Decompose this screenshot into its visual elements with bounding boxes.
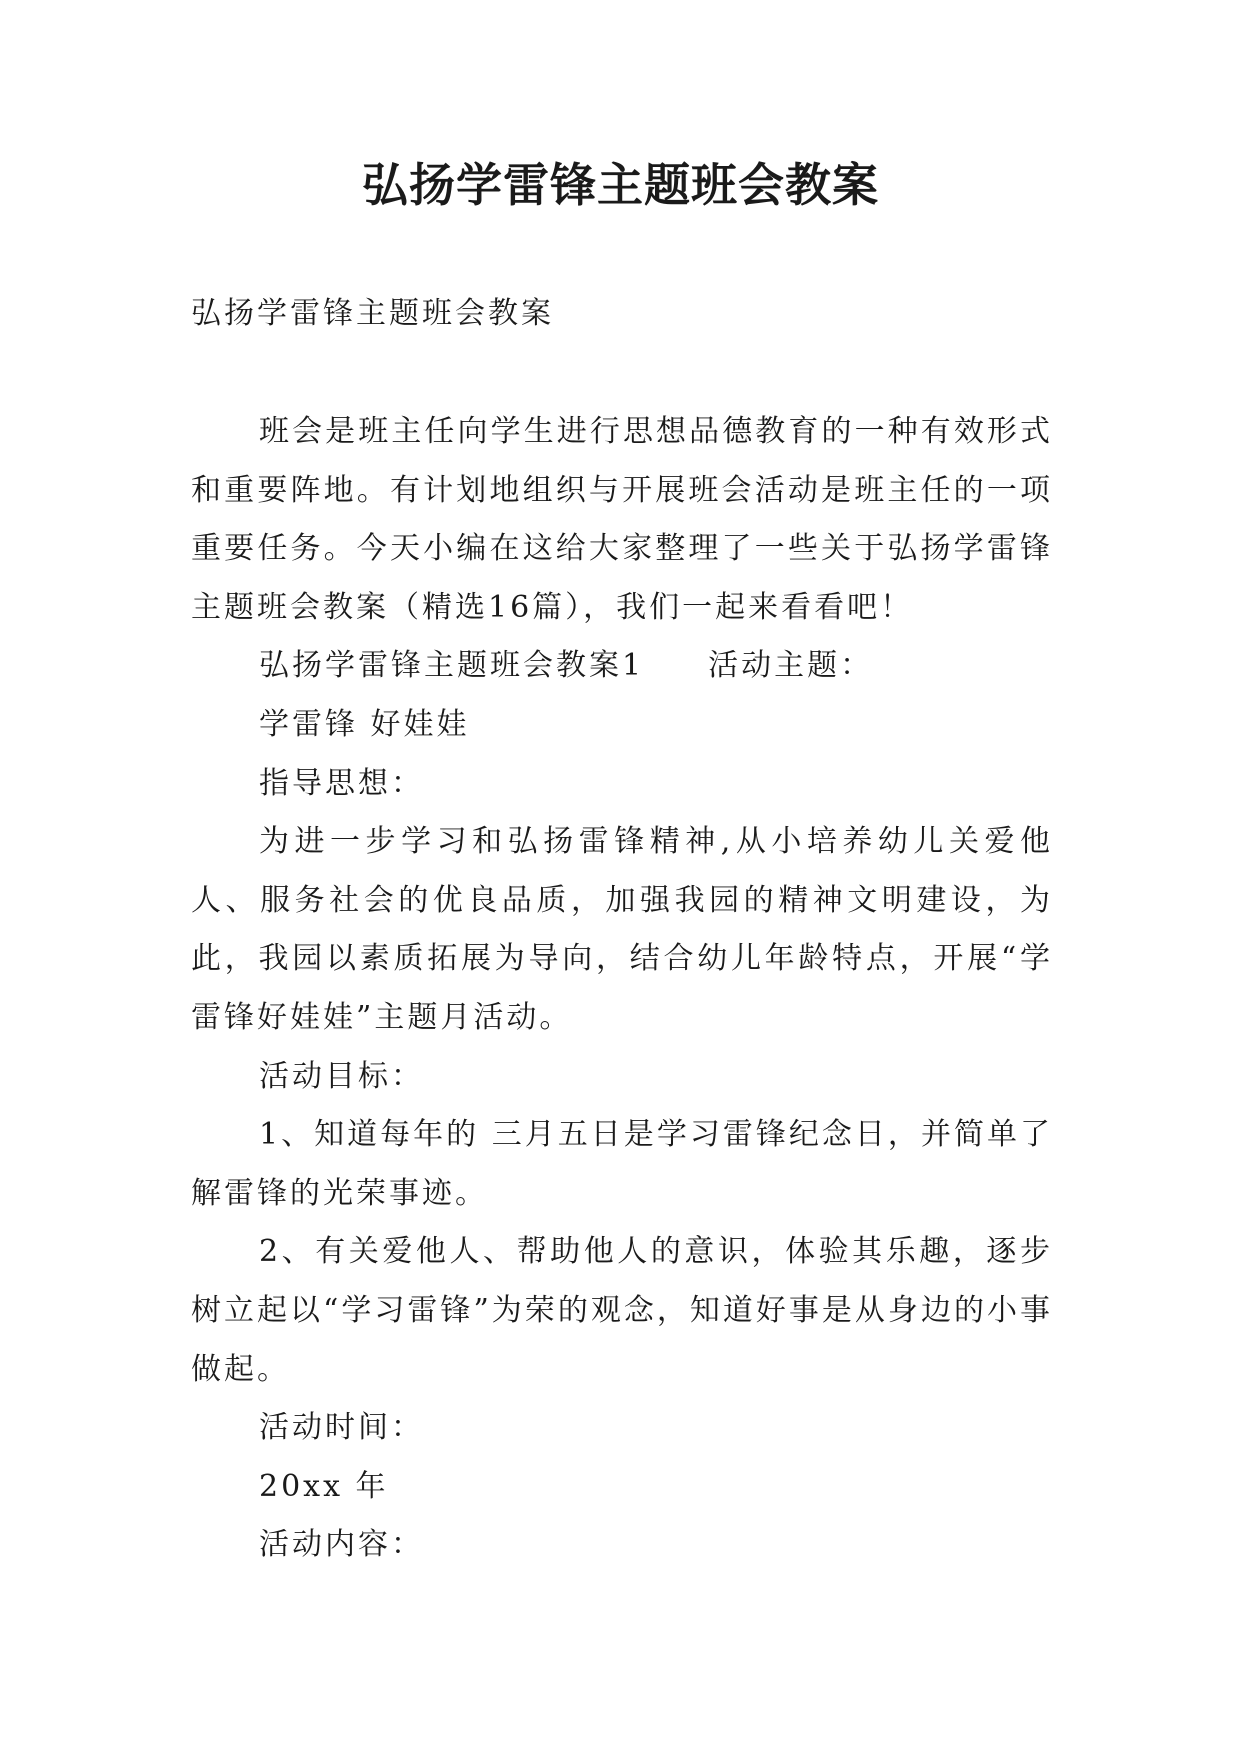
goal-item-1: 1、知道每年的 三月五日是学习雷锋纪念日，并简单了解雷锋的光荣事迹。 — [191, 1117, 1053, 1211]
theme-label: 活动主题： — [708, 648, 874, 684]
time-value: 20xx 年 — [259, 1468, 389, 1504]
document-title: 弘扬学雷锋主题班会教案 — [362, 158, 879, 212]
document-subtitle: 弘扬学雷锋主题班会教案 — [191, 296, 554, 331]
plan-heading-line — [191, 637, 1053, 696]
time-label: 活动时间： — [259, 1410, 424, 1446]
content-label: 活动内容： — [259, 1527, 424, 1563]
plan-heading: 弘扬学雷锋主题班会教案1 — [259, 648, 645, 684]
goals-label: 活动目标： — [259, 1058, 424, 1094]
guidance-paragraph: 为进一步学习和弘扬雷锋精神,从小培养幼儿关爱他人、服务社会的优良品质，加强我园的精神文明建设，为此，我园以素质拓展为导向，结合幼儿年龄特点，开展“学雷锋好娃娃”主题月活动。 — [191, 824, 1053, 1035]
guidance-label: 指导思想： — [259, 765, 424, 801]
goal-item-2: 2、有关爱他人、帮助他人的意识，体验其乐趣，逐步树立起以“学习雷锋”为荣的观念，知道好事是从身边的小事做起。 — [191, 1234, 1053, 1387]
theme-value: 学雷锋 好娃娃 — [259, 706, 470, 742]
intro-paragraph: 班会是班主任向学生进行思想品德教育的一种有效形式和重要阵地。有计划地组织与开展班会活动是班主任的一项重要任务。今天小编在这给大家整理了一些关于弘扬学雷锋主题班会教案（精选16篇），我们一起来看看吧！ — [191, 414, 1053, 625]
document-body — [191, 403, 1053, 1575]
